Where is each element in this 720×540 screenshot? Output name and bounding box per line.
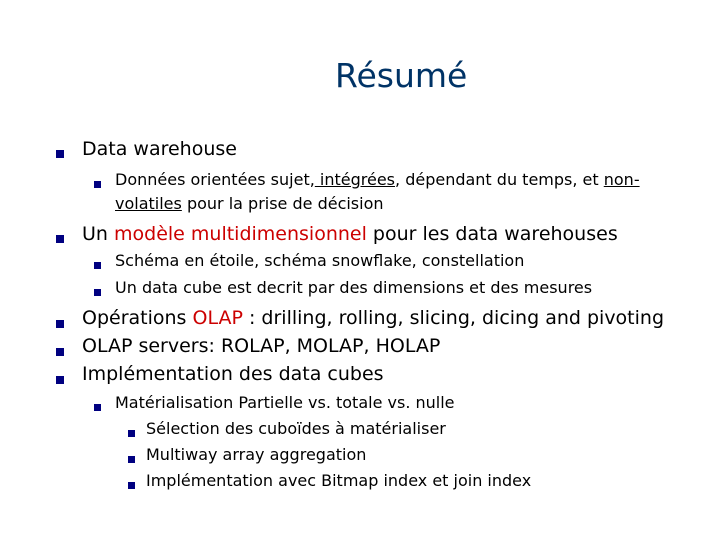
text-underlined: non- xyxy=(603,170,640,189)
bullet-text: Matérialisation Partielle vs. totale vs. nulle xyxy=(115,393,455,412)
text-highlight: modèle multidimensionnel xyxy=(114,223,367,245)
bullet-icon xyxy=(128,456,135,463)
text-part: Opérations xyxy=(82,307,193,329)
bullet-icon xyxy=(56,376,64,384)
text-part: pour les data warehouses xyxy=(366,223,618,245)
bullet-text: Un data cube est decrit par des dimensions et des mesures xyxy=(115,278,593,297)
bullet-icon xyxy=(94,262,101,269)
bullet-icon xyxy=(128,482,135,489)
text-part: Données orientées sujet, xyxy=(115,170,315,189)
text-underlined: intégrées xyxy=(314,170,396,189)
bullet-text: Multiway array aggregation xyxy=(146,445,367,464)
text-part: Un xyxy=(82,223,114,245)
bullet-text: Data warehouse xyxy=(82,138,237,160)
text-part: pour la prise de décision xyxy=(181,194,384,213)
sub-bullet-materialisation xyxy=(115,393,455,412)
sub-bullet-schemas xyxy=(115,251,524,270)
text-part: , dépendant du temps, et xyxy=(395,170,604,189)
bullet-icon xyxy=(128,430,135,437)
bullet-model xyxy=(82,223,618,245)
bullet-icon xyxy=(94,289,101,296)
text-highlight: OLAP xyxy=(192,307,243,329)
bullet-text: Implémentation des data cubes xyxy=(82,363,384,385)
bullet-olap-servers xyxy=(82,335,440,357)
text-part: : drilling, rolling, slicing, dicing and pivoting xyxy=(242,307,665,329)
bullet-text: Implémentation avec Bitmap index et join index xyxy=(146,471,532,490)
bullet-text: Schéma en étoile, schéma snowflake, constellation xyxy=(115,251,525,270)
text-underlined: volatiles xyxy=(115,194,182,213)
bullet-data-warehouse xyxy=(82,138,237,160)
sub-bullet-dw-properties xyxy=(115,170,640,189)
bullet-implementation xyxy=(82,363,384,385)
bullet-icon xyxy=(56,150,64,158)
slide-title: Résumé xyxy=(335,56,468,95)
bullet-olap-operations xyxy=(82,307,664,329)
sub-sub-bullet-multiway xyxy=(146,445,366,464)
bullet-icon xyxy=(94,404,101,411)
bullet-icon xyxy=(56,348,64,356)
bullet-text: Sélection des cuboïdes à matérialiser xyxy=(146,419,446,438)
sub-sub-bullet-bitmap xyxy=(146,471,531,490)
bullet-icon xyxy=(56,235,64,243)
bullet-icon xyxy=(56,320,64,328)
bullet-icon xyxy=(94,181,101,188)
sub-bullet-dw-properties-cont xyxy=(115,194,384,213)
sub-bullet-data-cube xyxy=(115,278,592,297)
sub-sub-bullet-selection xyxy=(146,419,446,438)
bullet-text: OLAP servers: ROLAP, MOLAP, HOLAP xyxy=(82,335,441,357)
